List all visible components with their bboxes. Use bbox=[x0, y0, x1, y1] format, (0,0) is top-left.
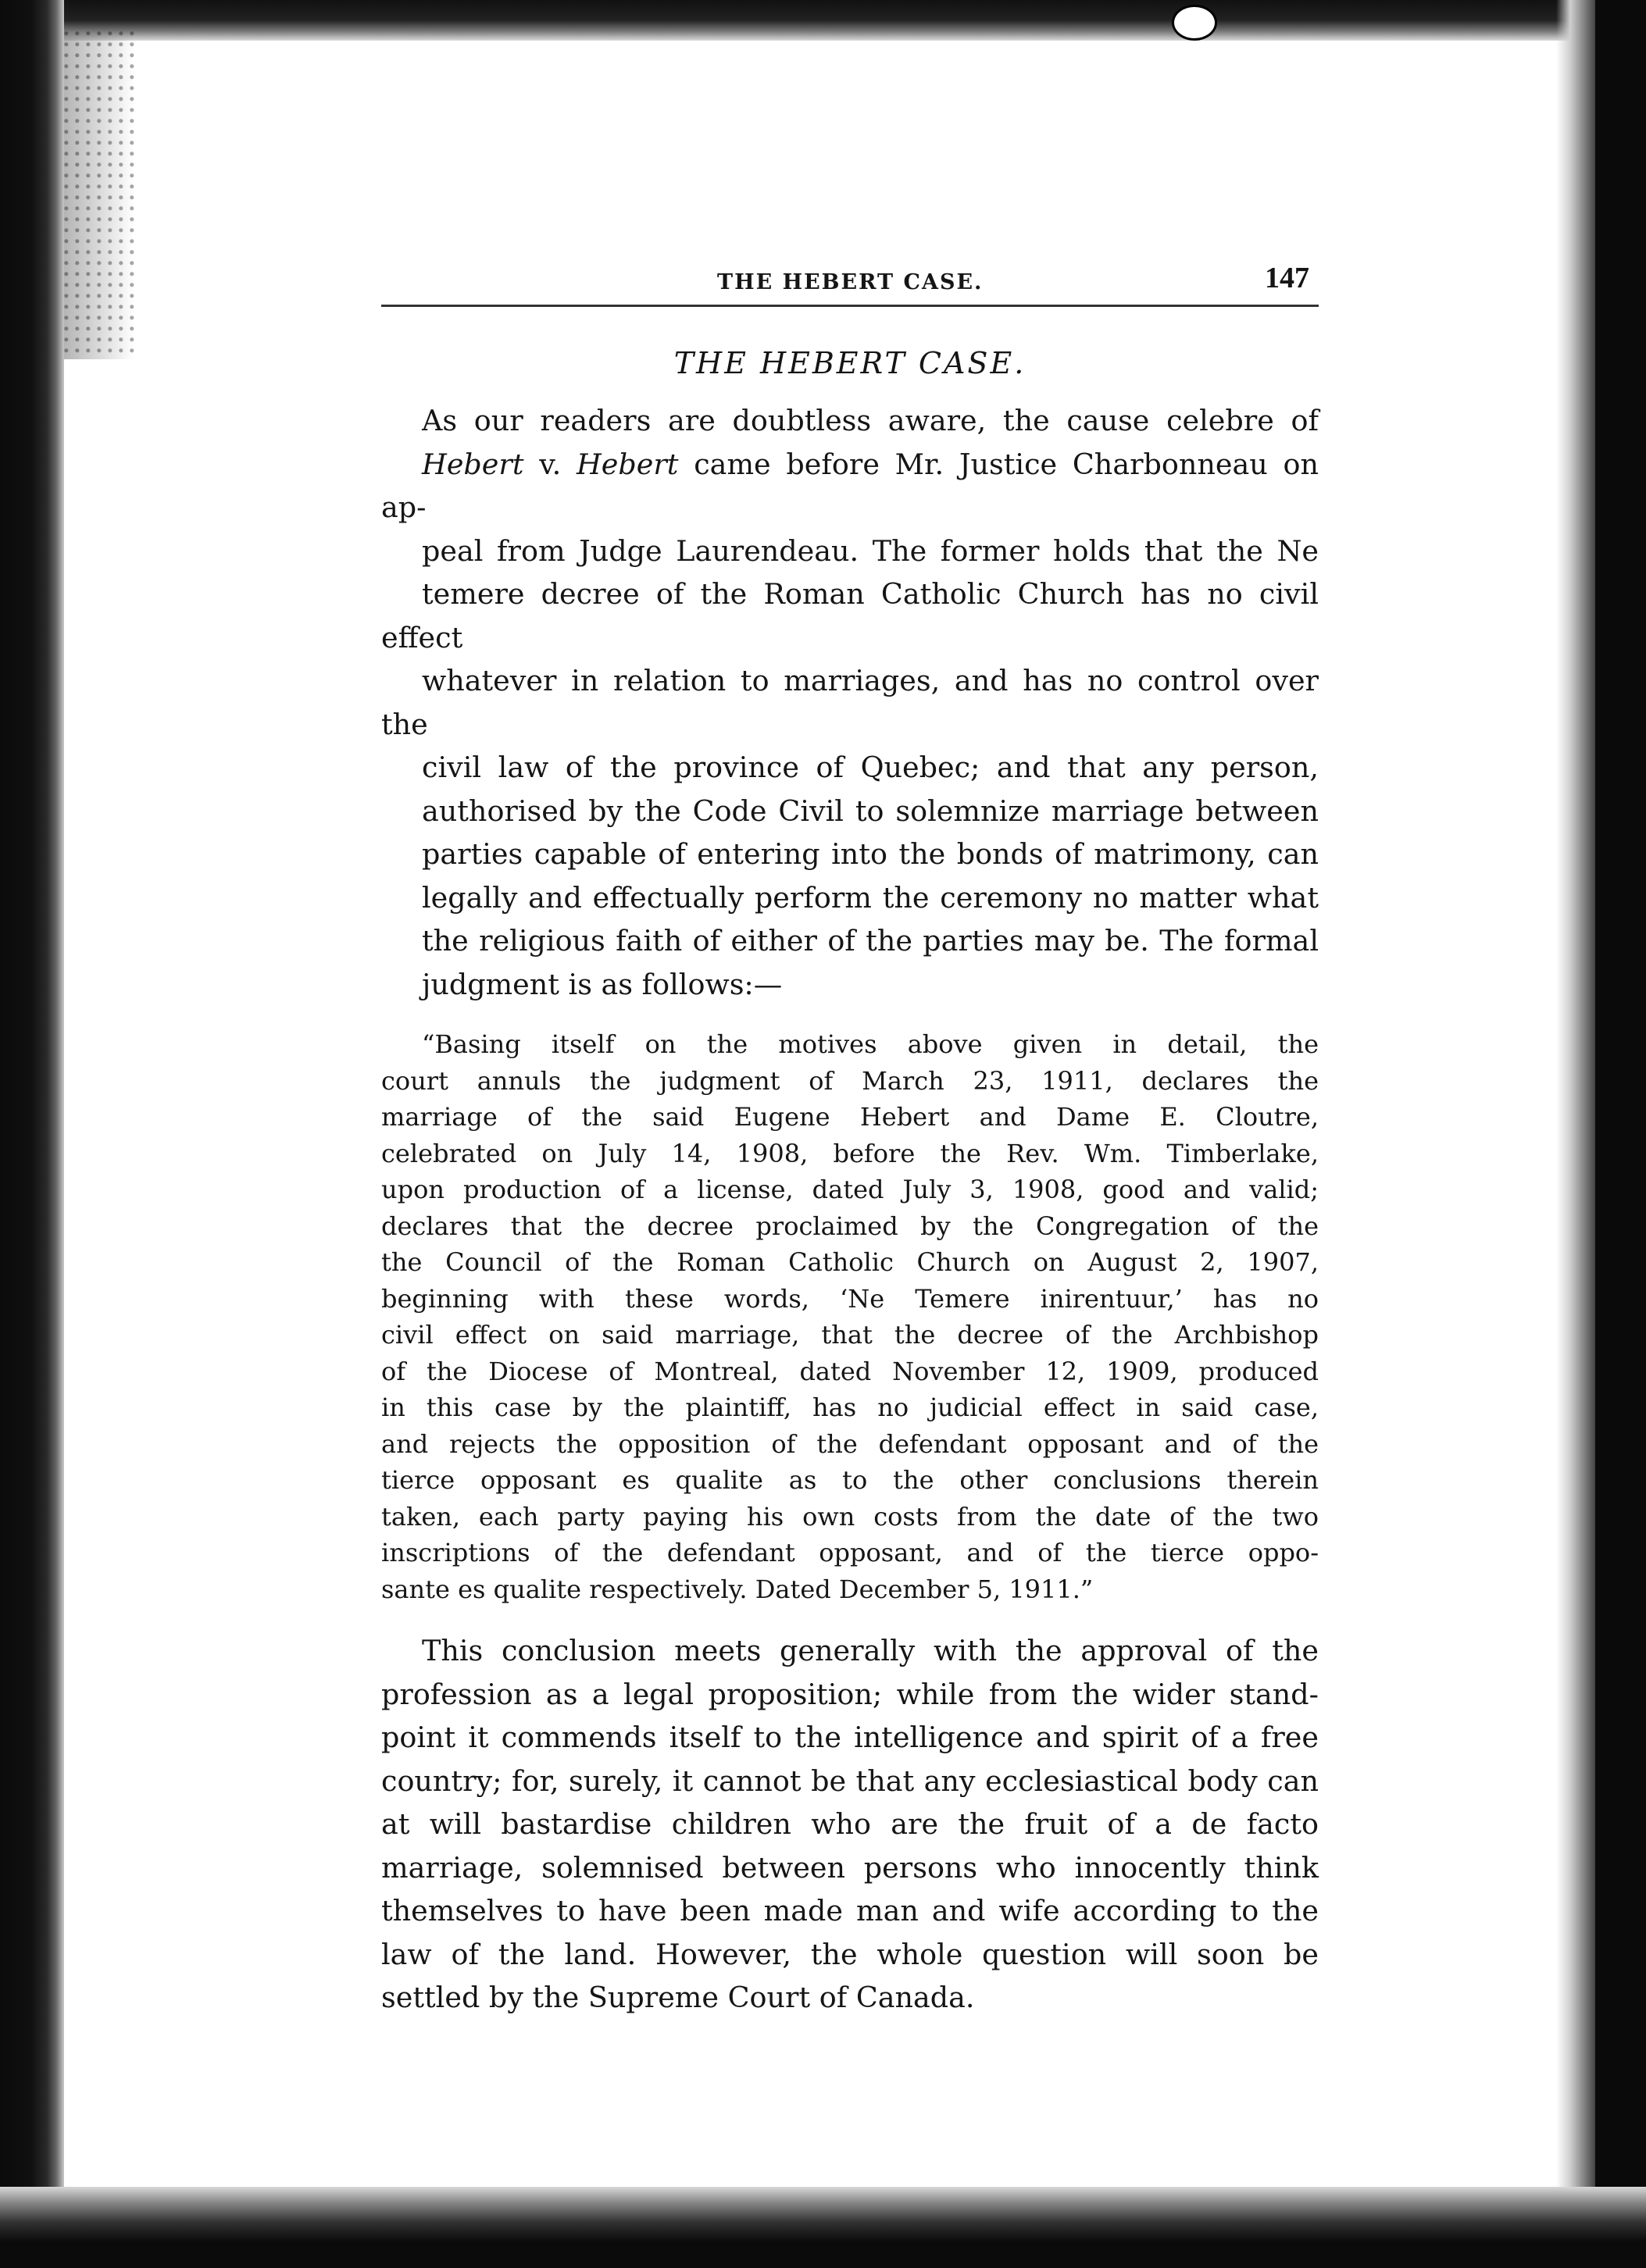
text-line: court annuls the judgment of March 23, 1911, declares the bbox=[381, 1065, 1319, 1096]
text-line: whatever in relation to marriages, and has no control over the bbox=[381, 664, 1319, 741]
text-line: beginning with these words, ‘Ne Temere inirentuur,’ has no bbox=[381, 1283, 1319, 1314]
text-line: tierce opposant es qualite as to the other conclusions therein bbox=[381, 1465, 1319, 1495]
running-head bbox=[381, 258, 1319, 307]
scan-border-top bbox=[0, 0, 1609, 41]
case-name: Hebert bbox=[422, 447, 524, 481]
text-line: upon production of a license, dated July 3, 1908, good and valid; bbox=[381, 1175, 1319, 1204]
text-line: themselves to have been made man and wife according to the bbox=[381, 1894, 1319, 1927]
case-name: Hebert bbox=[576, 447, 679, 481]
text-line: legally and effectually perform the ceremony no matter what bbox=[422, 880, 1319, 915]
text-line bbox=[381, 443, 1319, 530]
text-line: “Basing itself on the motives above given in detail, the bbox=[422, 1029, 1319, 1059]
text-line: authorised by the Code Civil to solemnize marriage between bbox=[422, 793, 1319, 828]
text-line: country; for, surely, it cannot be that any ecclesiastical body can bbox=[381, 1763, 1319, 1798]
scan-artifact-blot bbox=[1172, 5, 1217, 41]
text-fragment: came before Mr. Justice Charbonneau on ap- bbox=[381, 447, 1319, 524]
text-line: settled by the Supreme Court of Canada. bbox=[381, 1981, 975, 2014]
text-line: civil law of the province of Quebec; and that any person, bbox=[422, 751, 1319, 784]
paragraph-intro bbox=[381, 399, 1319, 1006]
text-line: celebrated on July 14, 1908, before the Rev. Wm. Timberlake, bbox=[381, 1138, 1319, 1168]
text-line: marriage of the said Eugene Hebert and Dame E. Cloutre, bbox=[381, 1102, 1319, 1132]
paragraph-conclusion bbox=[381, 1629, 1319, 2020]
text-line: sante es qualite respectively. Dated December 5, 1911.” bbox=[381, 1574, 1094, 1604]
scan-border-left bbox=[0, 0, 64, 2268]
text-line: parties capable of entering into the bonds of matrimony, can bbox=[422, 837, 1319, 871]
case-versus: v. bbox=[523, 447, 577, 481]
article-title: THE HEBERT CASE. bbox=[673, 346, 1027, 380]
text-line: profession as a legal proposition; while from the wider stand- bbox=[381, 1677, 1319, 1711]
running-title: THE HEBERT CASE. bbox=[717, 270, 984, 294]
text-line: at will bastardise children who are the fruit of a de facto bbox=[381, 1807, 1319, 1841]
text-line: temere decree of the Roman Catholic Church has no civil effect bbox=[381, 577, 1319, 654]
text-line: point it commends itself to the intelligence and spirit of a free bbox=[381, 1721, 1319, 1754]
scan-border-bottom bbox=[0, 2187, 1646, 2268]
text-line: the Council of the Roman Catholic Church on August 2, 1907, bbox=[381, 1247, 1319, 1277]
scan-border-right-edge bbox=[1556, 0, 1597, 2268]
judgment-quote bbox=[381, 1026, 1319, 1607]
text-line: civil effect on said marriage, that the decree of the Archbishop bbox=[381, 1320, 1319, 1350]
text-line: taken, each party paying his own costs from the date of the two bbox=[381, 1501, 1319, 1532]
page-number: 147 bbox=[1265, 262, 1309, 294]
text-line: judgment is as follows:— bbox=[422, 967, 783, 1001]
text-line: inscriptions of the defendant opposant, and of the tierce oppo- bbox=[381, 1538, 1319, 1567]
text-line: As our readers are doubtless aware, the cause celebre of bbox=[422, 404, 1319, 437]
text-line: of the Diocese of Montreal, dated November 12, 1909, produced bbox=[381, 1356, 1319, 1386]
scan-speckle-left bbox=[64, 31, 134, 359]
page-content bbox=[381, 258, 1319, 2020]
text-line: and rejects the opposition of the defendant opposant and of the bbox=[381, 1428, 1319, 1459]
text-line: marriage, solemnised between persons who innocently think bbox=[381, 1850, 1319, 1885]
text-line: the religious faith of either of the parties may be. The formal bbox=[422, 924, 1319, 957]
text-line: peal from Judge Laurendeau. The former holds that the Ne bbox=[422, 533, 1319, 568]
text-line: in this case by the plaintiff, has no judicial effect in said case, bbox=[381, 1393, 1319, 1422]
text-line: declares that the decree proclaimed by the Congregation of the bbox=[381, 1211, 1319, 1241]
text-line: This conclusion meets generally with the approval of the bbox=[422, 1634, 1319, 1667]
scan-border-right bbox=[1595, 0, 1646, 2268]
text-line: law of the land. However, the whole question will soon be bbox=[381, 1937, 1319, 1971]
